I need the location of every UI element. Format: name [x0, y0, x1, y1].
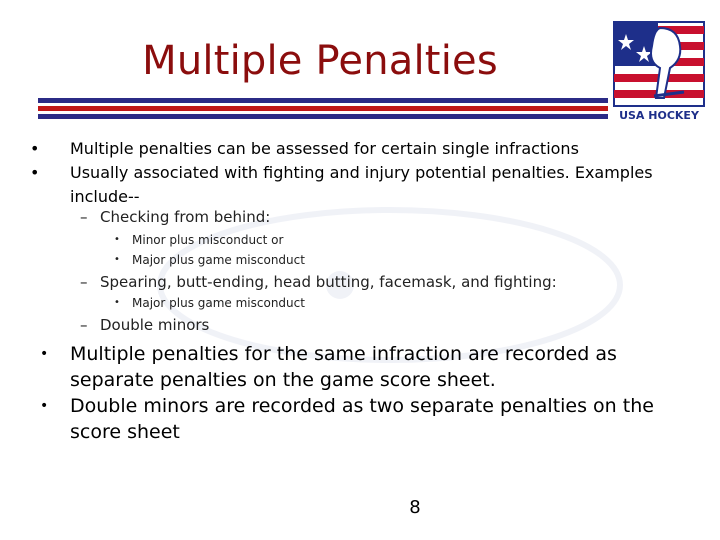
bullet-symbol: • [114, 297, 120, 308]
dash-symbol: – [80, 208, 88, 226]
sub-bullet-text: Double minors [100, 316, 210, 334]
title-rule-red [38, 106, 608, 111]
title-rule-blue-bottom [38, 114, 608, 119]
bullet-text: Multiple penalties for the same infraction are recorded as separate penalties on the game score sheet. [70, 343, 617, 391]
sub-bullet-text: Checking from behind: [100, 208, 271, 226]
bullet-symbol: • [114, 234, 120, 245]
sub-bullet-text: Spearing, butt-ending, head butting, facemask, and fighting: [100, 273, 557, 291]
page-number: 8 [409, 497, 421, 518]
bullet-symbol: • [114, 254, 120, 265]
bullet-text: Usually associated with fighting and injury potential penalties. Examples include-- [70, 163, 653, 206]
bullet-text: Double minors are recorded as two separate penalties on the score sheet [70, 395, 654, 443]
title-rule-blue-top [38, 98, 608, 103]
slide-title: Multiple Penalties [142, 38, 498, 84]
usa-hockey-logo [610, 20, 708, 124]
bullet-symbol: • [30, 163, 40, 182]
bullet-symbol: • [40, 346, 49, 362]
dash-symbol: – [80, 316, 88, 334]
sub-sub-bullet-text: Major plus game misconduct [132, 296, 305, 310]
sub-sub-bullet-text: Major plus game misconduct [132, 253, 305, 267]
bullet-text: Multiple penalties can be assessed for certain single infractions [70, 139, 579, 158]
dash-symbol: – [80, 273, 88, 291]
logo-text: USA HOCKEY [619, 109, 699, 122]
bullet-symbol: • [40, 398, 49, 414]
sub-sub-bullet-text: Minor plus misconduct or [132, 233, 284, 247]
bullet-symbol: • [30, 139, 40, 158]
